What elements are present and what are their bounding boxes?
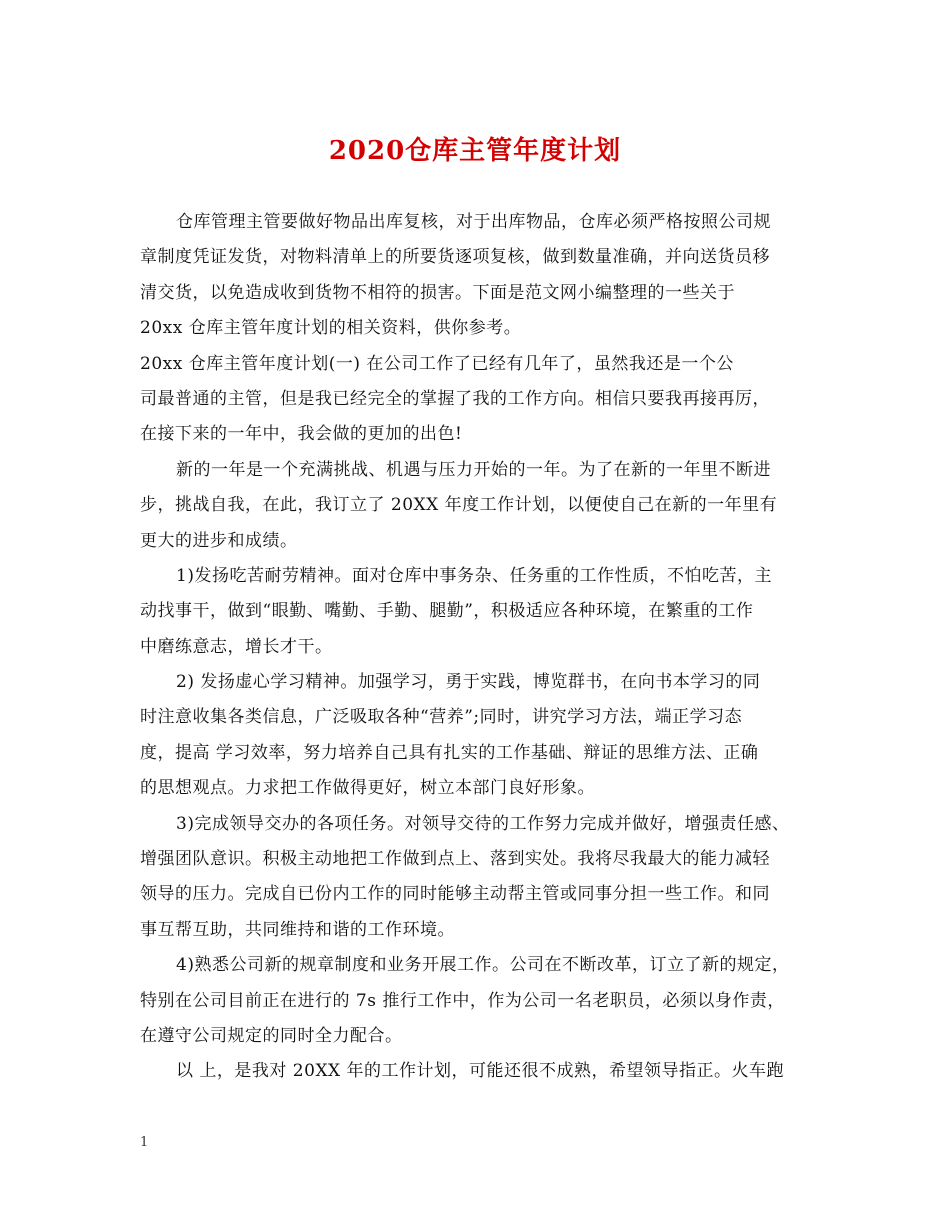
text-line: 20xx 仓库主管年度计划的相关资料，供你参考。 [140,318,522,339]
document-body [140,205,820,1090]
text-line: 2) 发扬虚心学习精神。加强学习，勇于实践，博览群书，在向书本学习的同 [176,672,761,693]
text-line: 增强团队意识。积极主动地把工作做到点上、落到实处。我将尽我最大的能力减轻 [140,849,770,870]
text-line: 事互帮互助，共同维持和谐的工作环境。 [140,919,455,940]
text-line: 中磨练意志，增长才干。 [140,636,333,657]
text-line: 司最普通的主管，但是我已经完全的掌握了我的工作方向。相信只要我再接再厉， [140,388,770,409]
text-line: 以 上，是我对 20XX 年的工作计划，可能还很不成熟，希望领导指正。火车跑 [176,1061,785,1082]
text-line: 在遵守公司规定的同时全力配合。 [140,1025,403,1046]
text-line: 20xx 仓库主管年度计划(一) 在公司工作了已经有几年了，虽然我还是一个公 [140,353,734,374]
text-line: 仓库管理主管要做好物品出库复核，对于出库物品，仓库必须严格按照公司规 [176,212,771,232]
text-line: 更大的进步和成绩。 [140,530,298,551]
text-line: 度，提高 学习效率，努力培养自己具有扎实的工作基础、辩证的思维方法、正确 [140,742,759,763]
text-line: 4)熟悉公司新的规章制度和业务开展工作。公司在不断改革，订立了新的规定， [176,955,790,976]
text-line: 领导的压力。完成自已份内工作的同时能够主动帮主管或同事分担一些工作。和同 [140,884,770,905]
text-line: 新的一年是一个充满挑战、机遇与压力开始的一年。为了在新的一年里不断进 [176,459,771,480]
text-line: 在接下来的一年中，我会做的更加的出色! [140,424,463,445]
text-line: 步，挑战自我，在此，我订立了 20XX 年度工作计划，以便使自己在新的一年里有 [140,495,778,516]
text-line: 1)发扬吃苦耐劳精神。面对仓库中事务杂、任务重的工作性质，不怕吃苦，主 [176,565,772,586]
document-title: 2020仓库主管年度计划 [328,136,622,166]
text-line: 清交货，以免造成收到货物不相符的损害。下面是范文网小编整理的一些关于 [140,282,735,303]
text-line: 3)完成领导交办的各项任务。对领导交待的工作努力完成并做好，增强责任感、 [176,813,790,834]
text-line: 动找事干，做到“眼勤、嘴勤、手勤、腿勤”，积极适应各种环境，在繁重的工作 [140,601,754,622]
text-line: 特别在公司目前正在进行的 7s 推行工作中，作为公司一名老职员，必须以身作责， [140,990,785,1011]
text-line: 时注意收集各类信息，广泛吸取各种“营养”;同时，讲究学习方法，端正学习态 [140,707,743,728]
text-line: 的思想观点。力求把工作做得更好，树立本部门良好形象。 [140,778,595,799]
text-line: 章制度凭证发货，对物料清单上的所要货逐项复核，做到数量准确，并向送货员移 [140,247,770,268]
page-number: 1 [140,1135,149,1150]
